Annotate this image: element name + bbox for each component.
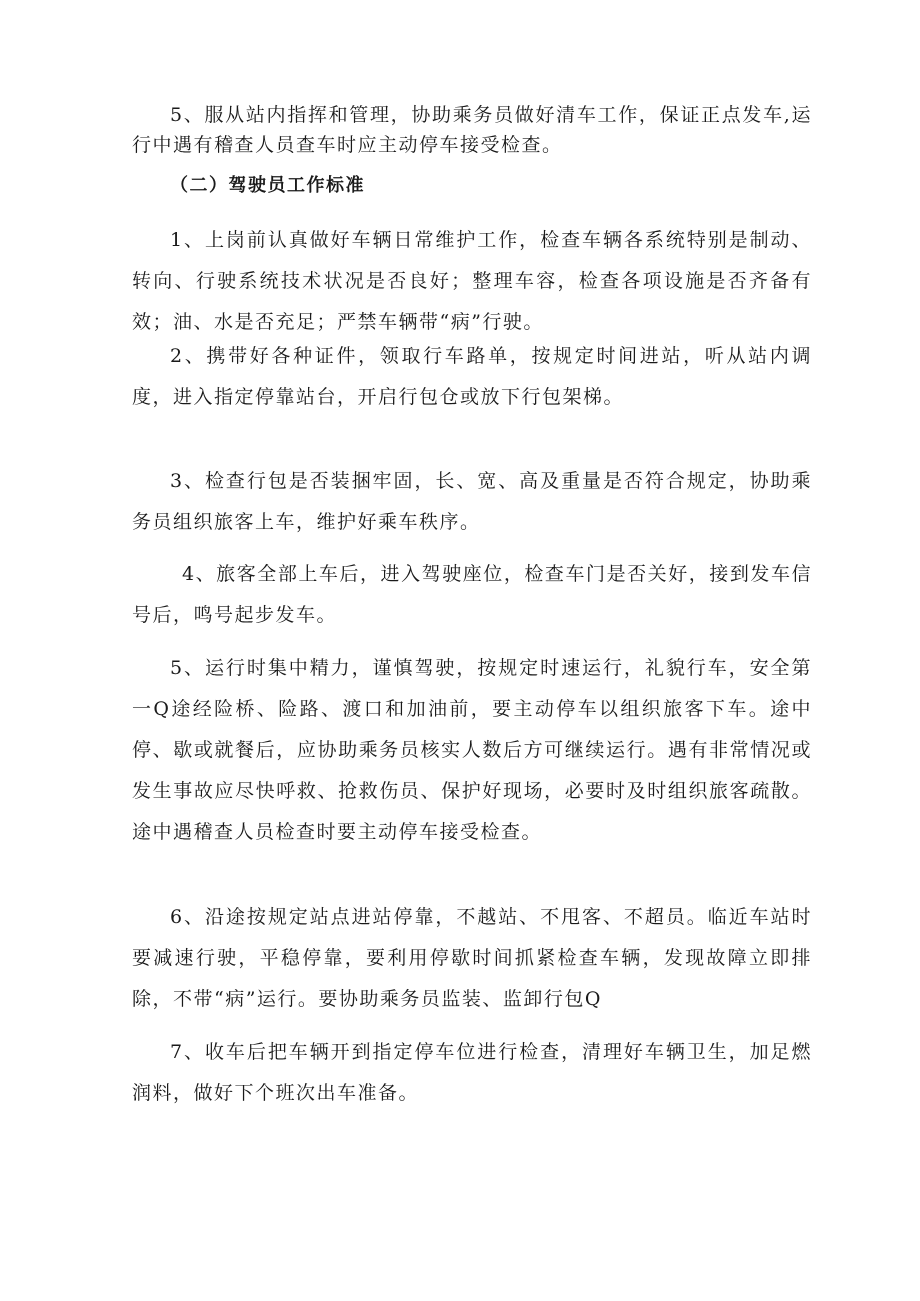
paragraph-driver-item-7: 7、收车后把车辆开到指定停车位进行检查，清理好车辆卫生，加足燃润料，做好下个班次出车准备。 — [132, 1041, 812, 1104]
paragraph-driver-item-5: 5、运行时集中精力，谨慎驾驶，按规定时速运行，礼貌行车，安全第一Q途经险桥、险路、渡口和加油前，要主动停车以组织旅客下车。途中停、歇或就餐后，应协助乘务员核实人数后方可继续运行。遇有非常情况或发生事故应尽快呼救、抢救伤员、保护好现场，必要时及时组织旅客疏散。途中遇稽查人员检查时要主动停车接受检查。 — [132, 657, 812, 843]
paragraph-driver-item-6: 6、沿途按规定站点进站停靠，不越站、不甩客、不超员。临近车站时要减速行驶，平稳停靠，要利用停歇时间抓紧检查车辆，发现故障立即排除，不带“病”运行。要协助乘务员监装、监卸行包Q — [132, 906, 812, 1010]
paragraph-driver-item-2: 2、携带好各种证件，领取行车路单，按规定时间进站，听从站内调度，进入指定停靠站台，开启行包仓或放下行包架梯。 — [132, 345, 812, 408]
paragraph-driver-item-4: 4、旅客全部上车后，进入驾驶座位，检查车门是否关好，接到发车信号后，鸣号起步发车。 — [132, 563, 812, 626]
paragraph-conductor-item-5: 5、服从站内指挥和管理，协助乘务员做好清车工作，保证正点发车,运行中遇有稽查人员查车时应主动停车接受检查。 — [132, 104, 812, 156]
paragraph-driver-item-3: 3、检查行包是否装捆牢固，长、宽、高及重量是否符合规定，协助乘务员组织旅客上车，维护好乘车秩序。 — [132, 470, 812, 533]
section-heading-driver-standards: （二）驾驶员工作标准 — [170, 175, 365, 196]
paragraph-driver-item-1: 1、上岗前认真做好车辆日常维护工作，检查车辆各系统特别是制动、转向、行驶系统技术状况是否良好；整理车容，检查各项设施是否齐备有效；油、水是否充足；严禁车辆带“病”行驶。 — [132, 229, 812, 333]
